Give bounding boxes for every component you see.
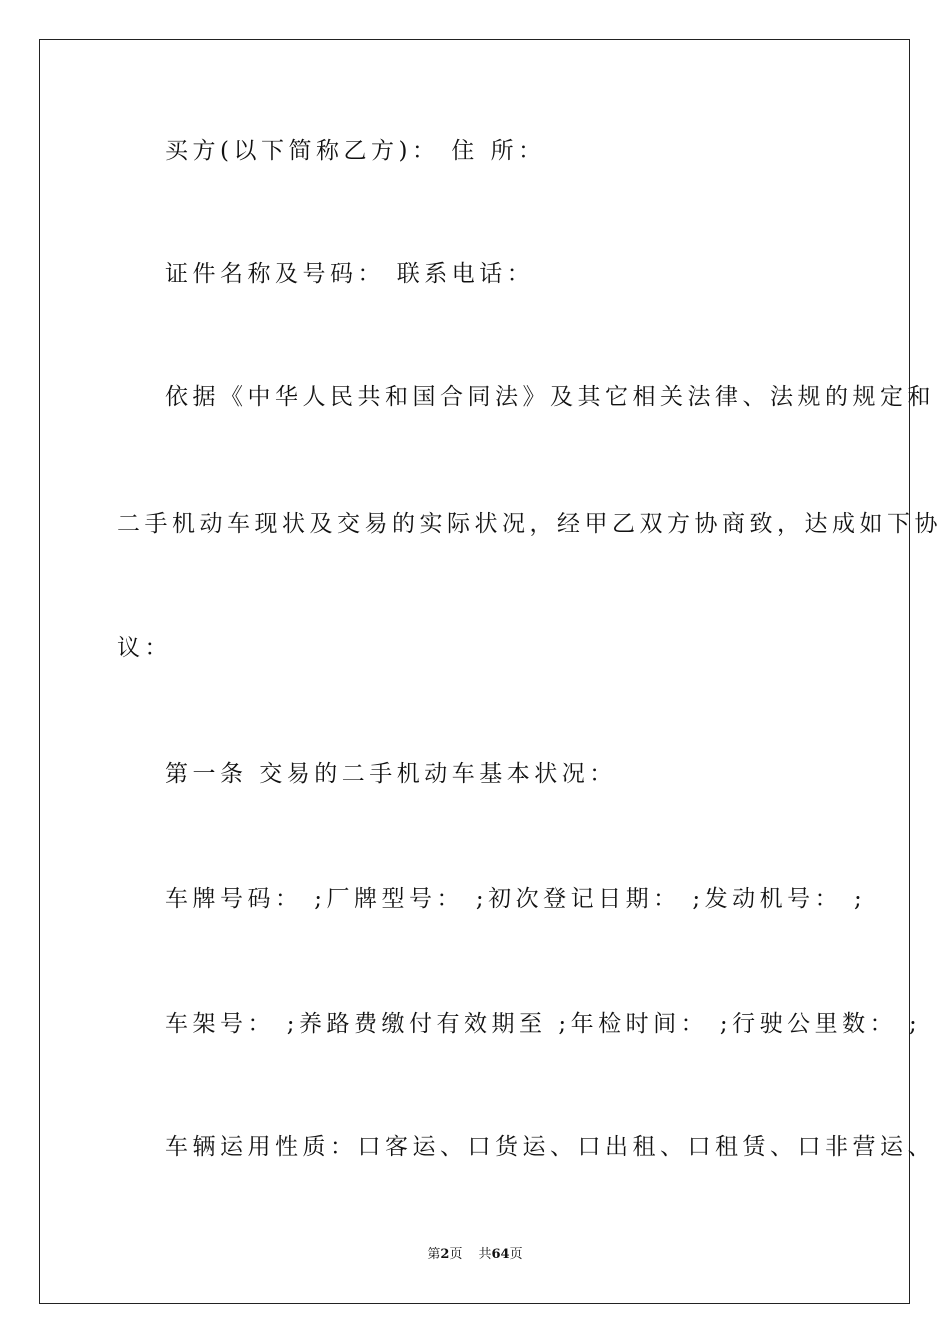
buyer-line: 买方(以下简称乙方)： 住 所： bbox=[165, 138, 546, 164]
legal-basis-continued-line: 二手机动车现状及交易的实际状况，经甲乙双方协商致，达成如下协 bbox=[117, 511, 942, 537]
legal-basis-line: 依据《中华人民共和国合同法》及其它相关法律、法规的规定和 bbox=[165, 384, 935, 410]
legal-basis-end-line: 议： bbox=[117, 635, 172, 661]
vehicle-frame-line: 车架号： ;养路费缴付有效期至 ;年检时间： ;行驶公里数： ; bbox=[165, 1011, 922, 1037]
total-prefix: 共 bbox=[478, 1247, 492, 1262]
page-prefix: 第 bbox=[427, 1247, 441, 1262]
page-current: 2 bbox=[440, 1247, 450, 1262]
vehicle-usage-line: 车辆运用性质：口客运、口货运、口出租、口租赁、口非营运、 bbox=[165, 1134, 935, 1160]
total-suffix: 页 bbox=[509, 1247, 523, 1262]
page-suffix: 页 bbox=[449, 1247, 463, 1262]
article-one-heading: 第一条 交易的二手机动车基本状况： bbox=[165, 761, 617, 787]
page-footer bbox=[0, 1245, 950, 1265]
page-total: 64 bbox=[491, 1247, 510, 1262]
vehicle-plate-line: 车牌号码： ;厂牌型号： ;初次登记日期： ;发动机号： ; bbox=[165, 886, 867, 912]
page-frame bbox=[39, 39, 910, 1304]
id-contact-line: 证件名称及号码： 联系电话： bbox=[165, 261, 535, 287]
